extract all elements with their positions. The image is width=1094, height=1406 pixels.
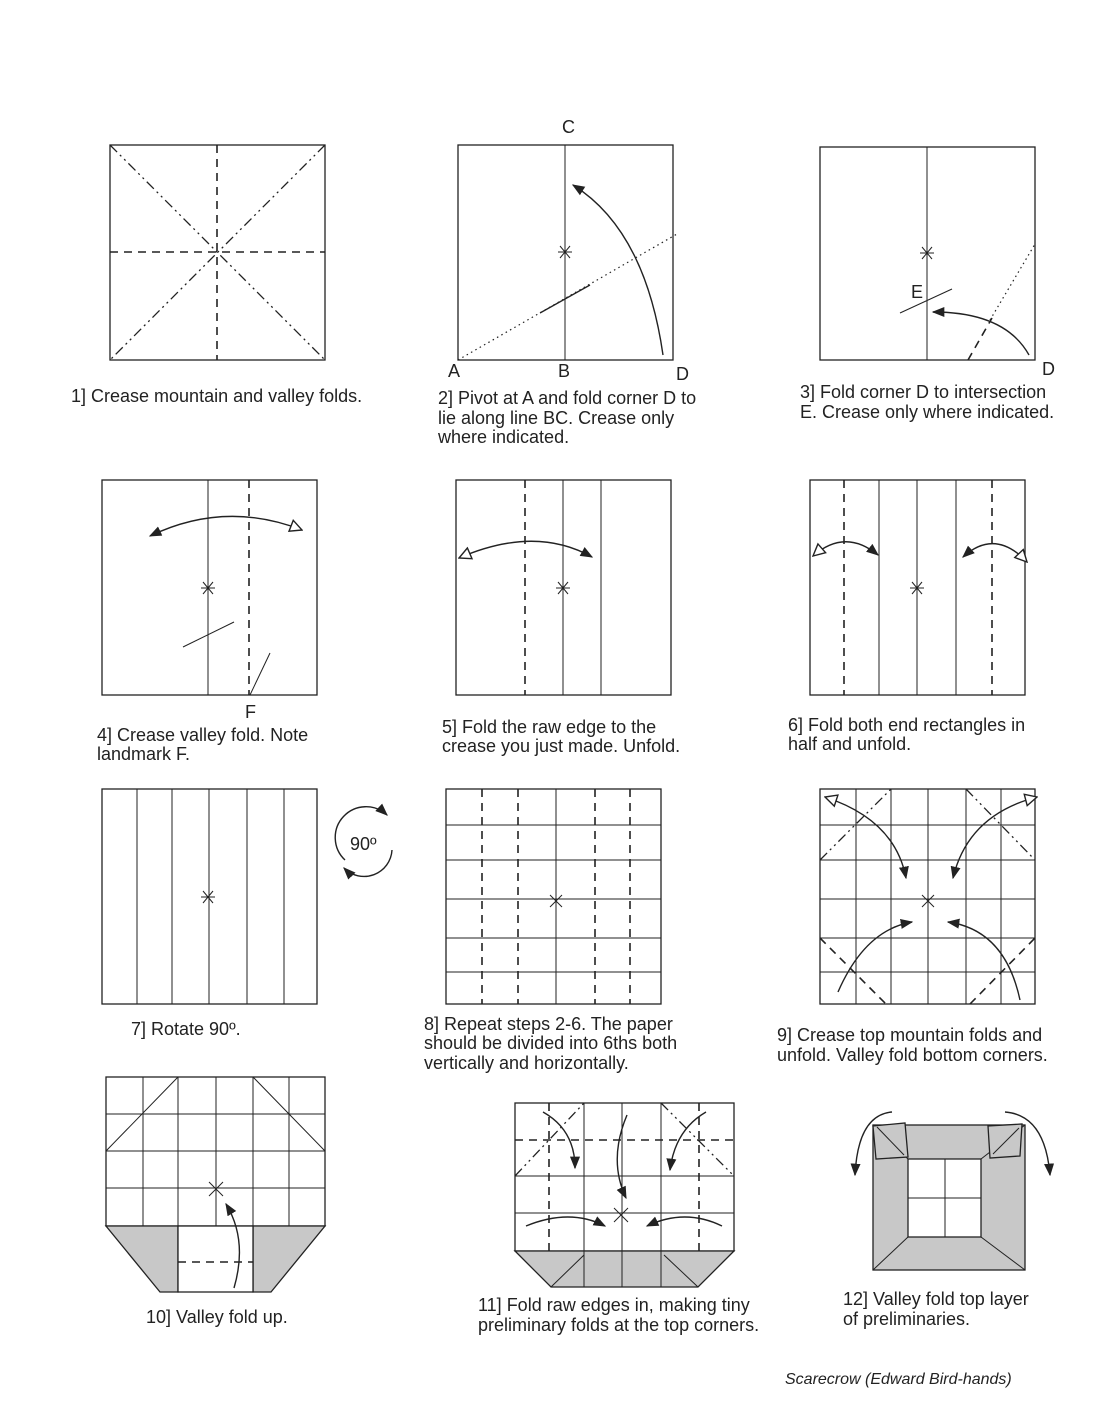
rotate-icon (335, 807, 392, 877)
step-6-diagram (810, 480, 1027, 695)
fold-arrow-icon (948, 922, 1020, 1000)
step-11-caption: 11] Fold raw edges in, making tiny preliminary folds at the top corners. (478, 1295, 760, 1335)
rotate-label: 90º (350, 834, 377, 854)
label-c: C (562, 117, 575, 137)
label-d: D (1042, 359, 1055, 379)
step-9-caption: 9] Crease top mountain folds and unfold. Valley fold bottom corners. (777, 1025, 1048, 1065)
step-7-caption: 7] Rotate 90º. (131, 1019, 241, 1039)
step-9-diagram (820, 789, 1037, 1004)
step-4-diagram (102, 480, 317, 722)
fold-arrow-icon (647, 1217, 722, 1226)
fold-unfold-arrow-icon (150, 516, 302, 536)
step-5-caption: 5] Fold the raw edge to the crease you just made. Unfold. (442, 717, 681, 756)
step-12-diagram (855, 1112, 1050, 1270)
step-2-caption: 2] Pivot at A and fold corner D to lie along line BC. Crease only where indicated. (438, 388, 697, 447)
label-d: D (676, 364, 689, 384)
step-2-diagram (448, 117, 689, 384)
model-credit: Scarecrow (Edward Bird-hands) (785, 1371, 1012, 1388)
step-1-caption: 1] Crease mountain and valley folds. (71, 386, 363, 406)
fold-unfold-arrow-icon (963, 544, 1027, 562)
reference-mark-icon (614, 1208, 628, 1222)
label-f: F (245, 702, 256, 722)
step-6-caption: 6] Fold both end rectangles in half and unfold. (788, 715, 1026, 754)
fold-arrow-icon (526, 1217, 605, 1226)
label-a: A (448, 361, 461, 381)
fold-unfold-arrow-icon (825, 797, 906, 878)
label-b: B (558, 361, 571, 381)
fold-arrow-icon (670, 1112, 706, 1170)
step-12-caption: 12] Valley fold top layer of preliminaries. (843, 1289, 1029, 1329)
fold-arrow-icon (933, 312, 1029, 355)
step-8-diagram (446, 789, 661, 1004)
step-1-diagram (110, 145, 325, 360)
reference-mark-icon (201, 891, 215, 903)
step-5-diagram (456, 480, 671, 695)
step-10-caption: 10] Valley fold up. (146, 1307, 288, 1327)
label-e: E (911, 282, 924, 302)
fold-unfold-arrow-icon (813, 542, 878, 556)
step-10-diagram (106, 1077, 325, 1292)
step-3-caption: 3] Fold corner D to intersection E. Crease only where indicated. (800, 382, 1055, 422)
step-8-caption: 8] Repeat steps 2-6. The paper should be divided into 6ths both vertically and horizontally. (424, 1014, 678, 1073)
step-11-diagram (515, 1103, 734, 1287)
fold-arrow-icon (838, 922, 912, 992)
step-3-diagram (820, 147, 1055, 379)
fold-arrow-icon (573, 185, 663, 355)
step-4-caption: 4] Crease valley fold. Note landmark F. (97, 725, 309, 764)
step-7-diagram (102, 789, 392, 1004)
